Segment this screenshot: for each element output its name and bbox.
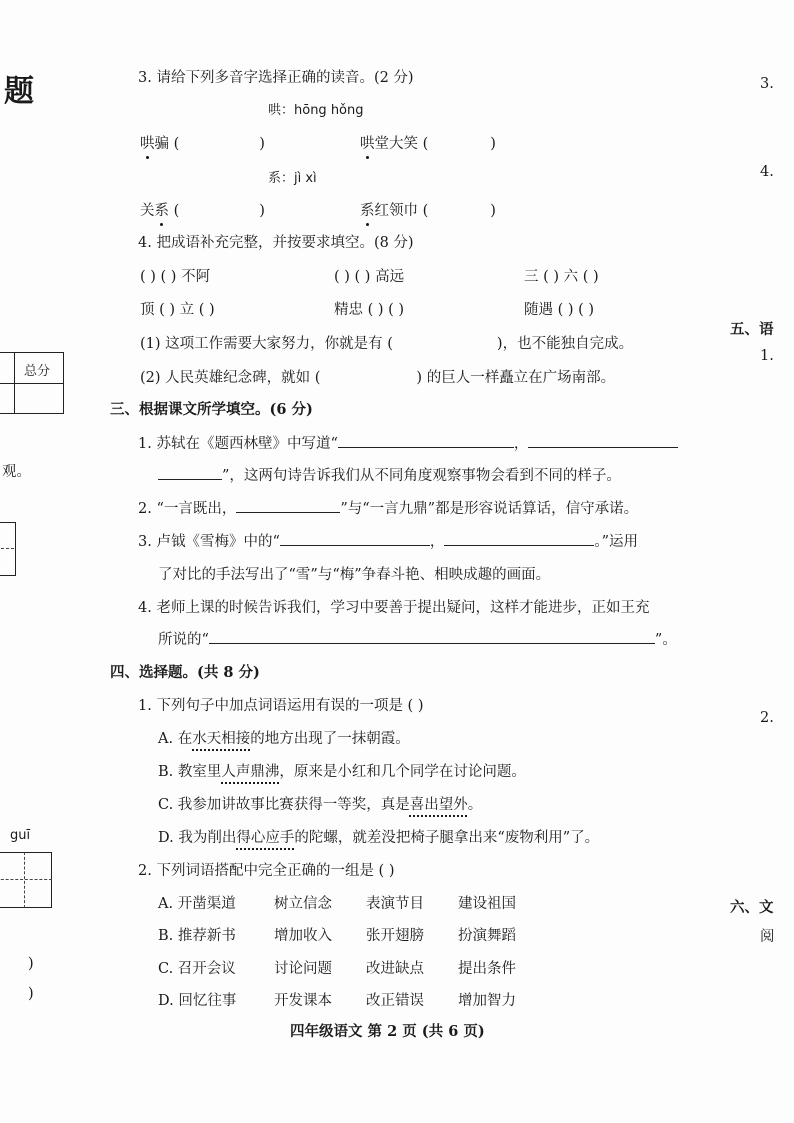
dotted-word: 人声鼎沸 (221, 764, 280, 780)
section-4-title: 四、选择题。(共 8 分) (110, 664, 260, 681)
q3-word-hongtangdaxiao: 哄堂大笑 ( ) (360, 132, 496, 153)
right-fragment-3: 3. (760, 76, 774, 92)
choice-phrase: 张开翅膀 (366, 928, 424, 944)
choice-phrase: 提出条件 (458, 961, 516, 977)
left-paren-2: ) (28, 986, 34, 1002)
tianzige-box[interactable] (0, 852, 52, 908)
blank-q1-c[interactable] (158, 465, 222, 480)
choice-option-d[interactable]: D. 回忆往事 (158, 993, 237, 1009)
sec4-q1-option-b[interactable]: B. 教室里人声鼎沸，原来是小红和几个同学在讨论问题。 (158, 764, 526, 780)
idiom-1[interactable]: ( ) ( ) 不阿 (140, 269, 211, 285)
sec3-q1-line1: 1. 苏轼在《题西林壁》中写道“ ， (138, 432, 678, 453)
sec3-q2: 2. “一言既出， ”与“一言九鼎”都是形容说话算话，信守承诺。 (138, 497, 638, 518)
sec3-q4-line2: 所说的“ ”。 (158, 628, 677, 649)
q4-title: 4. 把成语补充完整，并按要求填空。(8 分) (138, 235, 414, 251)
dotted-word: 喜出望外 (409, 797, 468, 813)
choice-phrase: 增加收入 (274, 928, 332, 944)
choice-phrase: 改正错误 (366, 993, 424, 1009)
left-paren-1: ) (28, 956, 34, 972)
choice-phrase: 讨论问题 (274, 961, 332, 977)
sec4-q1-option-c[interactable]: C. 我参加讲故事比赛获得一等奖，真是喜出望外。 (158, 797, 483, 813)
blank-q1-a[interactable] (338, 433, 514, 448)
right-fragment-4: 4. (760, 164, 774, 180)
left-writing-box (0, 522, 16, 576)
sec3-q3-line1: 3. 卢钺《雪梅》中的“ ， 。”运用 (138, 530, 638, 551)
hong-pinyin-options: 哄：hōng hǒng (268, 103, 364, 118)
q3-title: 3. 请给下列多音字选择正确的读音。(2 分) (138, 70, 414, 86)
idiom-4[interactable]: 顶 ( ) 立 ( ) (140, 302, 215, 318)
sec4-q1: 1. 下列句子中加点词语运用有误的一项是 ( ) (138, 698, 424, 714)
dotted-word: 得心应手 (236, 830, 295, 846)
section-3-title: 三、根据课文所学填空。(6 分) (110, 401, 313, 418)
right-fragment-yue: 阅 (760, 929, 775, 945)
gui-pinyin: guī (10, 828, 31, 843)
xi-pinyin-options: 系：jì xì (268, 171, 317, 186)
q4-sentence-1[interactable]: (1) 这项工作需要大家努力，你就是有 ( )，也不能独自完成。 (140, 336, 634, 352)
sec4-q1-option-a[interactable]: A. 在水天相接的地方出现了一抹朝霞。 (158, 731, 410, 747)
sec3-q3-line2: 了对比的手法写出了“雪”与“梅”争春斗艳、相映成趣的画面。 (158, 567, 551, 583)
choice-phrase: 改进缺点 (366, 961, 424, 977)
page-footer: 四年级语文 第 2 页 (共 6 页) (290, 1023, 485, 1040)
blank-q3-a[interactable] (280, 531, 430, 546)
choice-phrase: 增加智力 (458, 993, 516, 1009)
blank-q3-b[interactable] (444, 531, 594, 546)
choice-phrase: 树立信念 (274, 896, 332, 912)
idiom-5[interactable]: 精忠 ( ) ( ) (334, 302, 405, 318)
left-title-char: 题 (4, 74, 34, 109)
score-label: 总分 (24, 364, 51, 379)
sec4-q1-option-d[interactable]: D. 我为削出得心应手的陀螺，就差没把椅子腿拿出来“废物利用”了。 (158, 830, 600, 846)
choice-phrase: 扮演舞蹈 (458, 928, 516, 944)
idiom-3[interactable]: 三 ( ) 六 ( ) (524, 269, 599, 285)
choice-phrase: 建设祖国 (458, 896, 516, 912)
dotted-word: 水天相接 (192, 731, 251, 747)
tianzige-dash-v (24, 852, 25, 908)
sec3-q1-line2: ”，这两句诗告诉我们从不同角度观察事物会看到不同的样子。 (158, 464, 621, 485)
choice-option-c[interactable]: C. 召开会议 (158, 961, 236, 977)
choice-option-b[interactable]: B. 推荐新书 (158, 928, 236, 944)
choice-option-a[interactable]: A. 开凿渠道 (158, 896, 236, 912)
idiom-6[interactable]: 随遇 ( ) ( ) (524, 302, 595, 318)
blank-q1-b[interactable] (528, 433, 678, 448)
q3-word-guanxi: 关系 ( ) (140, 199, 265, 220)
blank-q4[interactable] (209, 629, 655, 644)
right-fragment-2: 2. (760, 710, 774, 726)
right-fragment-liu: 六、文 (730, 899, 774, 916)
choice-phrase: 表演节目 (366, 896, 424, 912)
choice-phrase: 开发课本 (274, 993, 332, 1009)
score-box-vline (14, 352, 15, 414)
q3-word-xihonglingjin: 系红领巾 ( ) (360, 199, 496, 220)
idiom-2[interactable]: ( ) ( ) 高远 (334, 269, 405, 285)
score-box-divider (0, 383, 64, 384)
sec3-q4-line1: 4. 老师上课的时候告诉我们，学习中要善于提出疑问，这样才能进步，正如王充 (138, 600, 650, 616)
right-fragment-1: 1. (760, 348, 774, 364)
q4-sentence-2[interactable]: (2) 人民英雄纪念碑，就如 ( ) 的巨人一样矗立在广场南部。 (140, 370, 616, 386)
q3-word-hongpian: 哄骗 ( ) (140, 132, 265, 153)
left-fragment-guan: 观。 (2, 464, 31, 480)
blank-q2[interactable] (236, 498, 340, 513)
tianzige-dash-h (0, 879, 52, 880)
sec4-q2: 2. 下列词语搭配中完全正确的一组是 ( ) (138, 863, 395, 879)
right-fragment-wu: 五、语 (730, 321, 774, 338)
left-writing-box-dash (0, 548, 14, 549)
